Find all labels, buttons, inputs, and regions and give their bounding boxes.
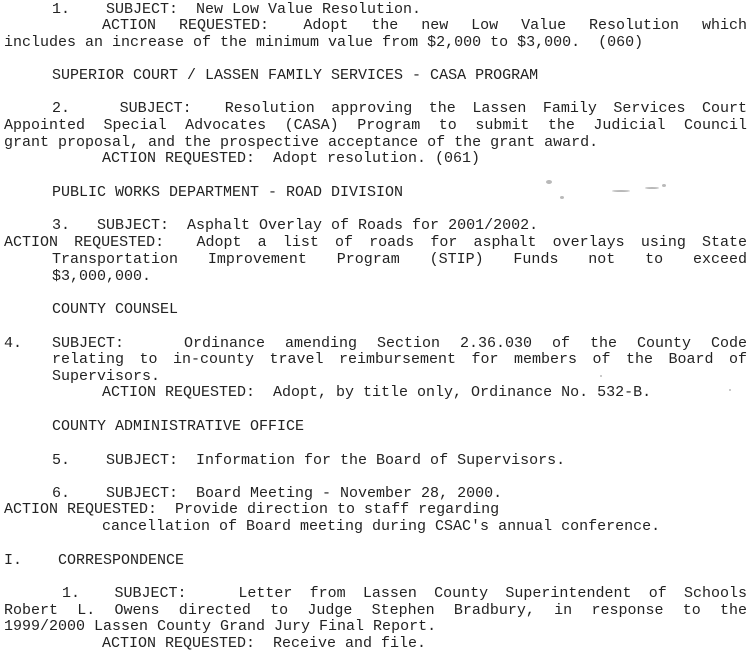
item1-detail: includes an increase of the minimum value from $2,000 to $3,000. (060) <box>4 34 644 51</box>
section-heading-public-works: PUBLIC WORKS DEPARTMENT - ROAD DIVISION <box>52 184 404 201</box>
scan-speck <box>546 180 552 184</box>
scan-speck <box>662 184 666 187</box>
item4-number: 4. <box>4 335 23 352</box>
item2-detail-line: Appointed Special Advocates (CASA) Program to submit the Judicial Council <box>4 117 747 134</box>
section-heading-correspondence: I. CORRESPONDENCE <box>4 552 185 569</box>
item7-detail-line: 1999/2000 Lassen County Grand Jury Final Report. <box>4 618 437 635</box>
item7-subject: 1. SUBJECT: Letter from Lassen County Superintendent of Schools <box>62 585 747 602</box>
section-heading-administrative-office: COUNTY ADMINISTRATIVE OFFICE <box>52 418 305 435</box>
section-heading-county-counsel: COUNTY COUNSEL <box>52 301 179 318</box>
item6-subject: 6. SUBJECT: Board Meeting - November 28, 2000. <box>52 485 503 502</box>
item7-detail-line: Robert L. Owens directed to Judge Stephen Bradbury, in response to the <box>4 602 747 619</box>
item2-detail-line: grant proposal, and the prospective acceptance of the grant award. <box>4 134 599 151</box>
item4-detail-line: Supervisors. <box>52 368 161 385</box>
item3-detail-line: $3,000,000. <box>52 268 152 285</box>
scan-speck <box>645 187 659 189</box>
scan-speck <box>729 389 731 391</box>
scan-speck <box>612 190 630 192</box>
item5-subject: 5. SUBJECT: Information for the Board of Supervisors. <box>52 452 566 469</box>
item2-action: ACTION REQUESTED: Adopt resolution. (061) <box>102 150 481 167</box>
item3-subject: 3. SUBJECT: Asphalt Overlay of Roads for 2001/2002. <box>52 217 539 234</box>
scan-speck <box>600 375 602 377</box>
item3-action: ACTION REQUESTED: Adopt a list of roads for asphalt overlays using State <box>4 234 747 251</box>
item3-detail-line: Transportation Improvement Program (STIP) Funds not to exceed <box>52 251 747 268</box>
item6-detail-line: cancellation of Board meeting during CSAC's annual conference. <box>102 518 661 535</box>
item1-subject: 1. SUBJECT: New Low Value Resolution. <box>52 1 422 18</box>
item2-subject: 2. SUBJECT: Resolution approving the Lassen Family Services Court <box>52 100 747 117</box>
item7-action: ACTION REQUESTED: Receive and file. <box>102 635 427 652</box>
item4-subject: SUBJECT: Ordinance amending Section 2.36.030 of the County Code <box>52 335 747 352</box>
item4-action: ACTION REQUESTED: Adopt, by title only, Ordinance No. 532-B. <box>102 384 652 401</box>
item4-detail-line: relating to in-county travel reimbursement for members of the Board of <box>52 351 747 368</box>
item1-action: ACTION REQUESTED: Adopt the new Low Value Resolution which <box>102 17 747 34</box>
section-heading-superior-court: SUPERIOR COURT / LASSEN FAMILY SERVICES - CASA PROGRAM <box>52 67 539 84</box>
scan-speck <box>560 196 564 199</box>
item6-action: ACTION REQUESTED: Provide direction to staff regarding <box>4 501 500 518</box>
